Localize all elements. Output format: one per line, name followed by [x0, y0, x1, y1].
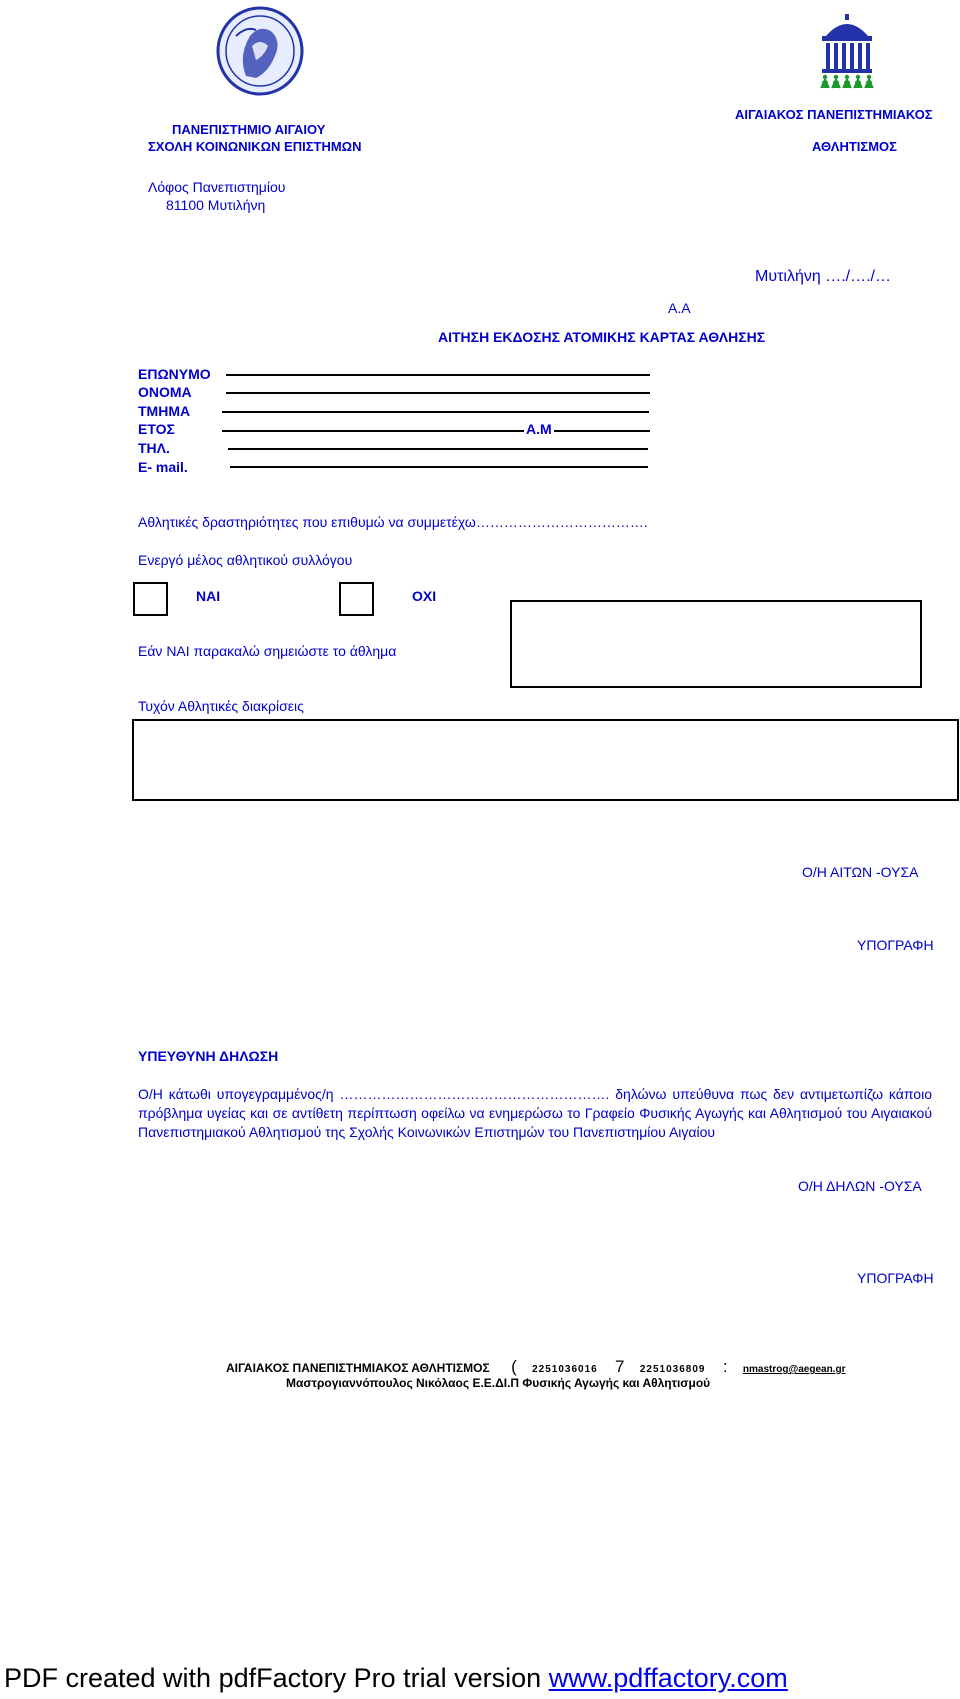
date-line: Μυτιλήνη …./…./… — [755, 268, 891, 285]
yes-checkbox[interactable] — [133, 582, 168, 616]
sports-org-line-1: ΑΙΓΑΙΑΚΟΣ ΠΑΝΕΠΙΣΤΗΜΙΑΚΟΣ — [735, 107, 933, 122]
footer-email-link[interactable]: nmastrog@aegean.gr — [742, 1364, 846, 1375]
no-checkbox[interactable] — [339, 582, 374, 616]
applicant-signature-label: ΥΠΟΓΡΑΦΗ — [857, 937, 934, 953]
surname-field-line[interactable] — [226, 374, 650, 376]
phone-icon: ( — [511, 1357, 517, 1376]
declarant-label: Ο/Η ΔΗΛΩΝ -ΟΥΣΑ — [798, 1178, 922, 1194]
applicant-label: Ο/Η ΑΙΤΩΝ -ΟΥΣΑ — [802, 864, 919, 880]
footer-contact-person: Μαστρογιαννόπουλος Νικόλαος Ε.Ε.ΔΙ.Π Φυσικής Αγωγής και Αθλητισμού — [286, 1376, 711, 1390]
aa-label: Α.Α — [668, 300, 691, 316]
address-line-2: 81100 Μυτιλήνη — [166, 197, 266, 213]
phone-field-line[interactable] — [228, 448, 648, 450]
declaration-text: Ο/Η κάτωθι υπογεγραμμένος/η …………………………………………………. δηλώνω υπεύθυνα πως δεν αντιμετωπίζω κάποιο πρόβλημα υγείας και σε αντίθετη περίπτωση οφείλω να ενημερώσω το Γραφείο Φυσικής Αγωγής και Αθλητισμού του Αιγαιακού Πανεπιστημιακού Αθλητισμού της Σχολής Κοινωνικών Επιστημών του Πανεπιστημίου Αιγαίου — [138, 1086, 932, 1140]
name-field-line[interactable] — [226, 392, 650, 394]
form-title: ΑΙΤΗΣΗ ΕΚΔΟΣΗΣ ΑΤΟΜΙΚΗΣ ΚΑΡΤΑΣ ΑΘΛΗΣΗΣ — [438, 329, 766, 345]
pdf-trial-notice — [4, 1663, 788, 1694]
name-label: ΟΝΟΜΑ — [138, 384, 192, 400]
department-field-line[interactable] — [222, 411, 649, 413]
footer-fax: 2251036809 — [639, 1364, 706, 1375]
university-seal-logo — [216, 6, 304, 96]
year-label: ΕΤΟΣ — [138, 421, 175, 437]
active-member-text: Ενεργό μέλος αθλητικού συλλόγου — [138, 552, 353, 568]
declaration-title: ΥΠΕΥΘΥΝΗ ΔΗΛΩΣΗ — [138, 1048, 279, 1064]
footer-phone: 2251036016 — [532, 1364, 598, 1375]
sports-org-line-2: ΑΘΛΗΤΙΣΜΟΣ — [812, 139, 897, 154]
footer-contact-line — [226, 1357, 845, 1377]
pdffactory-link[interactable]: www.pdffactory.com — [548, 1663, 788, 1693]
if-yes-text: Εάν ΝΑΙ παρακαλώ σημειώστε το άθλημα — [138, 643, 397, 659]
surname-label: ΕΠΩΝΥΜΟ — [138, 366, 211, 382]
no-label: ΟΧΙ — [412, 588, 437, 604]
email-field-line[interactable] — [230, 466, 648, 468]
university-name: ΠΑΝΕΠΙΣΤΗΜΙΟ ΑΙΓΑΙΟΥ — [172, 122, 326, 137]
email-icon: : — [722, 1357, 728, 1376]
pdf-notice-text: PDF created with pdfFactory Pro trial version — [4, 1663, 549, 1693]
fax-icon: 7 — [615, 1357, 625, 1376]
footer-org: ΑΙΓΑΙΑΚΟΣ ΠΑΝΕΠΙΣΤΗΜΙΑΚΟΣ ΑΘΛΗΤΙΣΜΟΣ — [226, 1361, 490, 1375]
phone-label: ΤΗΛ. — [138, 440, 170, 456]
yes-label: ΝΑΙ — [196, 588, 221, 604]
email-label: E- mail. — [138, 459, 188, 475]
activities-text: Αθλητικές δραστηριότητες που επιθυμώ να συμμετέχω………………………………. — [138, 514, 648, 530]
sports-dome-logo — [816, 14, 878, 90]
am-label: Α.Μ — [526, 421, 552, 437]
declarant-signature-label: ΥΠΟΓΡΑΦΗ — [857, 1270, 934, 1286]
year-field-line[interactable] — [222, 430, 650, 432]
department-label: ΤΜΗΜΑ — [138, 403, 191, 419]
distinctions-input-box[interactable] — [132, 719, 959, 801]
sport-input-box[interactable] — [510, 600, 922, 688]
distinctions-text: Τυχόν Αθλητικές διακρίσεις — [138, 698, 304, 714]
school-name: ΣΧΟΛΗ ΚΟΙΝΩΝΙΚΩΝ ΕΠΙΣΤΗΜΩΝ — [148, 139, 362, 154]
address-line-1: Λόφος Πανεπιστημίου — [148, 179, 286, 195]
